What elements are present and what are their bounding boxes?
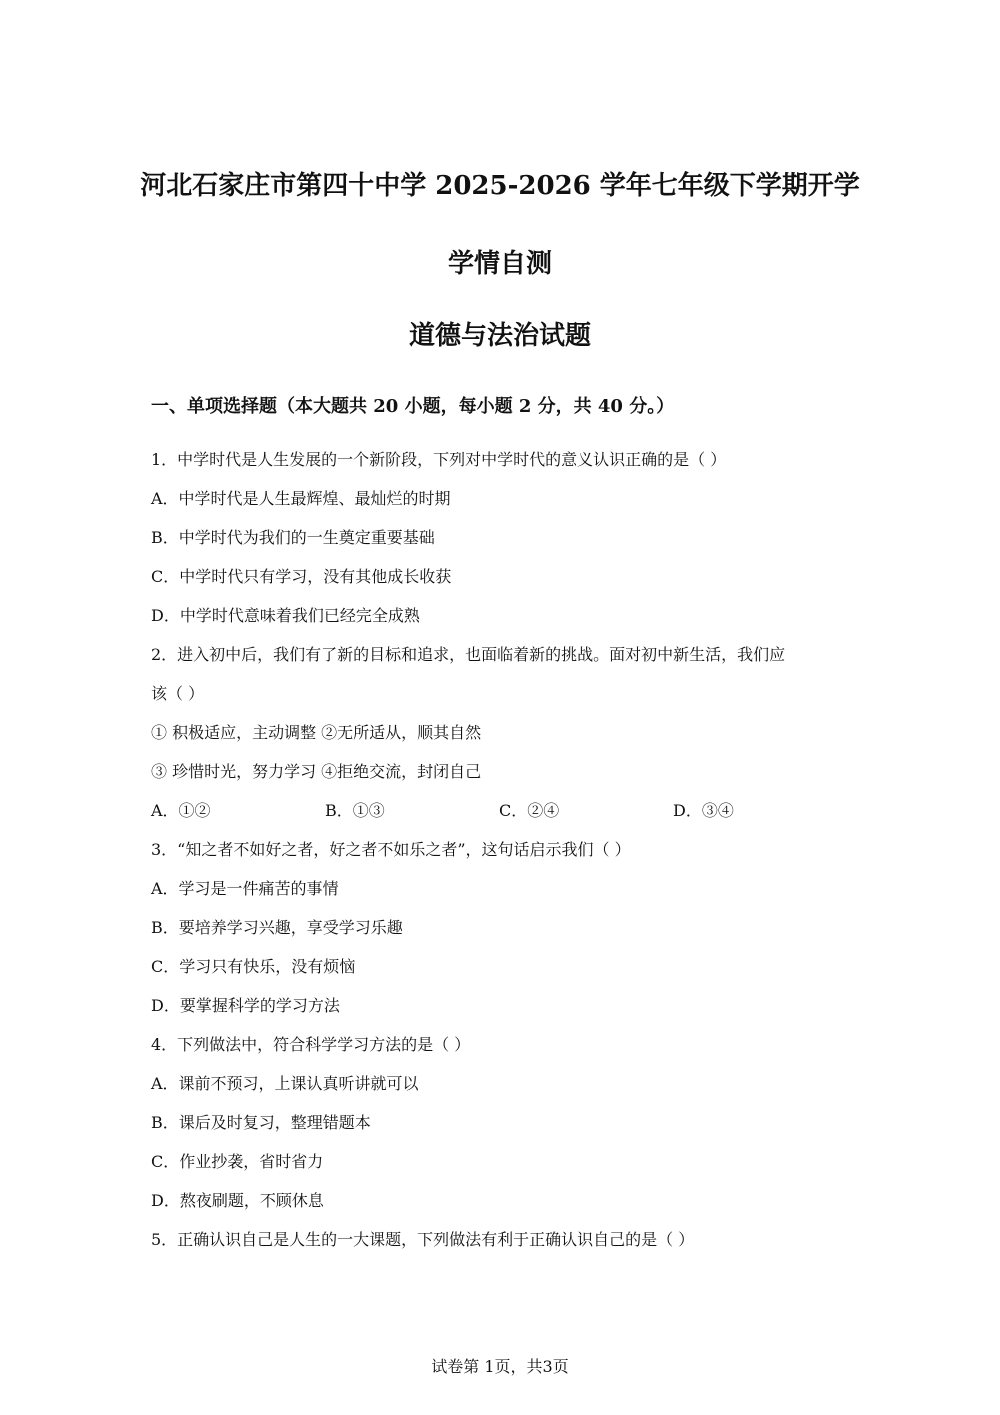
option-a: A．中学时代是人生最辉煌、最灿烂的时期	[151, 489, 451, 508]
question-stem: 1．中学时代是人生发展的一个新阶段，下列对中学时代的意义认识正确的是（ ）	[151, 450, 727, 469]
options-row	[151, 796, 861, 835]
option-b: B．①③	[325, 801, 385, 820]
option-b: B．课后及时复习，整理错题本	[151, 1113, 371, 1132]
option-c: C．中学时代只有学习，没有其他成长收获	[151, 567, 452, 586]
page-footer: 试卷第 1页，共3页	[431, 1357, 569, 1376]
option-b: B．中学时代为我们的一生奠定重要基础	[151, 528, 435, 547]
statement-items-1-2: ① 积极适应，主动调整 ②无所适从，顺其自然	[151, 723, 482, 742]
option-c: C．学习只有快乐，没有烦恼	[151, 957, 356, 976]
question-5	[151, 1225, 861, 1264]
exam-title-line-2: 学情自测	[447, 249, 552, 279]
option-d: D．③④	[673, 801, 734, 820]
option-a: A．课前不预习，上课认真听讲就可以	[151, 1074, 419, 1093]
exam-subject-title: 道德与法治试题	[408, 321, 591, 351]
statement-items-3-4: ③ 珍惜时光，努力学习 ④拒绝交流，封闭自己	[151, 762, 482, 781]
question-2	[151, 640, 861, 835]
question-3	[151, 835, 861, 1030]
question-stem: 2．进入初中后，我们有了新的目标和追求，也面临着新的挑战。面对初中新生活，我们应	[151, 645, 786, 664]
option-c: C．②④	[499, 801, 560, 820]
exam-title-line-1: 河北石家庄市第四十中学 2025-2026 学年七年级下学期开学	[140, 171, 860, 201]
option-c: C．作业抄袭，省时省力	[151, 1152, 324, 1171]
section-heading-single-choice: 一、单项选择题（本大题共 20 小题，每小题 2 分，共 40 分。）	[151, 396, 675, 417]
question-4	[151, 1030, 861, 1225]
option-d: D．要掌握科学的学习方法	[151, 996, 340, 1015]
question-list	[151, 445, 861, 1264]
option-d: D．中学时代意味着我们已经完全成熟	[151, 606, 420, 625]
option-a: A．①②	[151, 801, 211, 820]
question-stem-continued: 该（ ）	[151, 684, 205, 703]
option-b: B．要培养学习兴趣，享受学习乐趣	[151, 918, 403, 937]
question-stem: 4．下列做法中，符合科学学习方法的是（ ）	[151, 1035, 471, 1054]
option-d: D．熬夜刷题，不顾休息	[151, 1191, 324, 1210]
question-stem: 3．“知之者不如好之者，好之者不如乐之者”，这句话启示我们（ ）	[151, 840, 631, 859]
option-a: A．学习是一件痛苦的事情	[151, 879, 339, 898]
question-stem: 5．正确认识自己是人生的一大课题，下列做法有利于正确认识自己的是（ ）	[151, 1230, 695, 1249]
question-1	[151, 445, 861, 640]
